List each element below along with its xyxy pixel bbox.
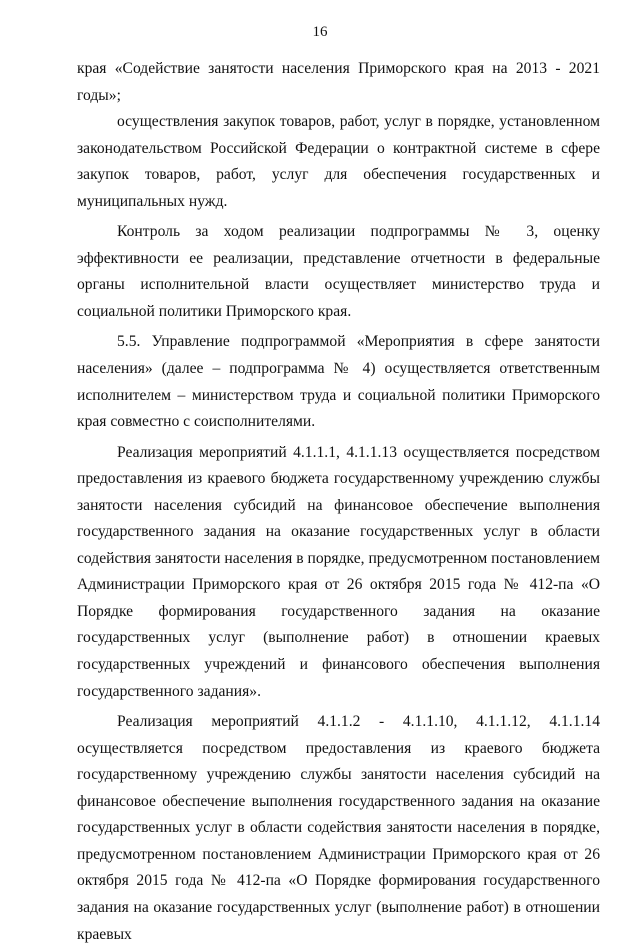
paragraph-continuation: края «Содействие занятости населения Приморского края на 2013 - 2021 годы»;: [77, 60, 600, 104]
page-number: 16: [312, 24, 328, 40]
paragraph-control: Контроль за ходом реализации подпрограммы № 3, оценку эффективности ее реализации, представление отчетности в федеральные органы исполнительной власти осуществляет министерство труда и социальной политики Приморского края.: [77, 223, 600, 320]
paragraph-procurement: осуществления закупок товаров, работ, услуг в порядке, установленном законодательством Российской Федерации о контрактной системе в сфере закупок товаров, работ, услуг для обеспечения государственных и муниципальных нужд.: [77, 113, 600, 210]
paragraph-implementation-1: Реализация мероприятий 4.1.1.1, 4.1.1.13 осуществляется посредством предоставления из краевого бюджета государственному учреждению службы занятости населения субсидий на финансовое обеспечение выполнения государственного задания на оказание государственных услуг в области содействия занятости населения в порядке, предусмотренном постановлением Администрации Приморского края от 26 октября 2015 года № 412-па «О Порядке формирования государственного задания на оказание государственных услуг (выполнение работ) в отношении краевых государственных учреждений и финансового обеспечения выполнения государственного задания».: [77, 443, 600, 700]
paragraph-implementation-2: Реализация мероприятий 4.1.1.2 - 4.1.1.10, 4.1.1.12, 4.1.1.14 осуществляется посредством предоставления из краевого бюджета государственному учреждению службы занятости населения субсидий на финансовое обеспечение выполнения государственного задания на оказание государственных услуг в области содействия занятости населения в порядке, предусмотренном постановлением Администрации Приморского края от 26 октября 2015 года № 412-па «О Порядке формирования государственного задания на оказание государственных услуг (выполнение работ) в отношении краевых: [77, 713, 600, 943]
document-body: [77, 56, 600, 948]
paragraph-section-5-5: 5.5. Управление подпрограммой «Мероприятия в сфере занятости населения» (далее – подпрограмма № 4) осуществляется ответственным исполнителем – министерством труда и социальной политики Приморского края совместно с соисполнителями.: [77, 333, 600, 431]
